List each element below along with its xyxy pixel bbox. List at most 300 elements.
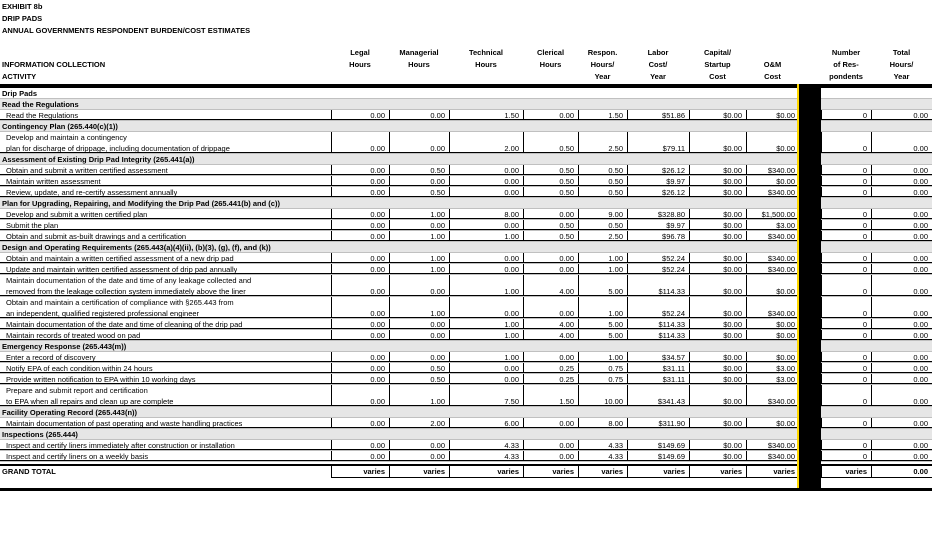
table-row <box>0 297 932 319</box>
table-row <box>0 418 932 429</box>
row-label: Design and Operating Requirements (265.443(a)(4)(ii), (b)(3), (g), (f), and (k)) <box>2 243 271 252</box>
om-cell: $0.00 <box>746 330 799 340</box>
labor-cell: $114.33 <box>627 275 689 296</box>
legal-cell: 0.00 <box>331 297 389 318</box>
row-label: Drip Pads <box>2 89 38 98</box>
table-row <box>0 451 932 462</box>
number-cell: 0 <box>821 451 871 461</box>
row-label: Obtain and submit a written certified assessment <box>6 166 168 175</box>
technical-cell: 0.00 <box>449 363 523 373</box>
exhibit-number: EXHIBIT 8b <box>2 2 43 11</box>
managerial-cell: 1.00 <box>389 231 449 241</box>
clerical-cell: 0.00 <box>523 253 578 263</box>
labor-cost-header: Labor Cost/ Year <box>647 48 669 81</box>
row-label: Develop and submit a written certified plan <box>6 210 148 219</box>
om-cost-header: O&M Cost <box>763 60 782 81</box>
managerial-cell: 0.00 <box>389 330 449 340</box>
respon-cell: 0.75 <box>578 363 627 373</box>
number-cell: 0 <box>821 352 871 362</box>
technical-cell: 8.00 <box>449 209 523 219</box>
number-respondents-header: Number of Res- pondents <box>829 48 863 81</box>
column-headers <box>0 47 932 83</box>
labor-cell: $9.97 <box>627 176 689 186</box>
managerial-cell: 0.00 <box>389 176 449 186</box>
om-cell: $0.00 <box>746 110 799 120</box>
capital-cell: $0.00 <box>689 231 746 241</box>
capital-cell: $0.00 <box>689 418 746 428</box>
labor-cell: $34.57 <box>627 352 689 362</box>
technical-cell: 4.33 <box>449 440 523 450</box>
row-label: Maintain documentation of the date and time of any leakage collected and removed from the leakage collection system immediately above the liner <box>6 276 252 296</box>
row-label: Maintain documentation of past operating and waste handling practices <box>6 419 243 428</box>
capital-cell: $0.00 <box>689 330 746 340</box>
clerical-cell: 0.00 <box>523 110 578 120</box>
managerial-cell: 1.00 <box>389 253 449 263</box>
row-label: Emergency Response (265.443(m)) <box>2 342 127 351</box>
clerical-cell: 0.25 <box>523 363 578 373</box>
respon-cell: 0.50 <box>578 187 627 197</box>
labor-cell: $31.11 <box>627 363 689 373</box>
om-cell: $0.00 <box>746 275 799 296</box>
exhibit-subject: DRIP PADS <box>2 14 43 23</box>
number-cell: 0 <box>821 319 871 329</box>
managerial-cell: 0.50 <box>389 187 449 197</box>
row-label: Plan for Upgrading, Repairing, and Modifying the Drip Pad (265.441(b) and (c)) <box>2 199 280 208</box>
row-label: Notify EPA of each condition within 24 hours <box>6 364 153 373</box>
technical-cell: 6.00 <box>449 418 523 428</box>
clerical-cell: 0.25 <box>523 374 578 384</box>
total-cell: 0.00 <box>871 231 932 241</box>
clerical-cell: 0.50 <box>523 165 578 175</box>
legal-cell: 0.00 <box>331 176 389 186</box>
table-row <box>0 330 932 341</box>
row-label: Update and maintain written certified assessment of drip pad annually <box>6 265 238 274</box>
row-label: Inspections (265.444) <box>2 430 78 439</box>
legal-cell: 0.00 <box>331 363 389 373</box>
capital-cost-header: Capital/ Startup Cost <box>703 48 732 81</box>
respon-cell: 5.00 <box>578 275 627 296</box>
activity-header <box>2 59 105 83</box>
number-cell: 0 <box>821 209 871 219</box>
managerial-cell: 0.50 <box>389 165 449 175</box>
exhibit-title: ANNUAL GOVERNMENTS RESPONDENT BURDEN/COST ESTIMATES <box>2 26 251 35</box>
managerial-cell: 2.00 <box>389 418 449 428</box>
number-cell: 0 <box>821 330 871 340</box>
respon-cell: 1.00 <box>578 264 627 274</box>
respon-cell: 2.50 <box>578 231 627 241</box>
legal-cell: 0.00 <box>331 418 389 428</box>
respon-cell: 4.33 <box>578 440 627 450</box>
respon-cell: 4.33 <box>578 451 627 461</box>
om-cell: $340.00 <box>746 264 799 274</box>
number-cell: 0 <box>821 297 871 318</box>
respon-cell: 8.00 <box>578 418 627 428</box>
labor-cell: $9.97 <box>627 220 689 230</box>
row-label: Develop and maintain a contingency plan for discharge of drippage, including documentation of drippage <box>6 133 230 153</box>
managerial-cell: 0.00 <box>389 110 449 120</box>
labor-cell: $149.69 <box>627 440 689 450</box>
om-cell: $340.00 <box>746 385 799 406</box>
technical-cell: 1.00 <box>449 275 523 296</box>
row-label: Contingency Plan (265.440(c)(1)) <box>2 122 118 131</box>
exhibit-header <box>2 1 250 37</box>
total-cell: 0.00 <box>871 297 932 318</box>
clerical-cell: 0.50 <box>523 187 578 197</box>
technical-hours-header: Technical Hours <box>468 48 504 69</box>
table-row <box>0 319 932 330</box>
om-cell: $3.00 <box>746 220 799 230</box>
respon-hours-header: Respon. Hours/ Year <box>587 48 618 81</box>
total-cell: 0.00 <box>871 165 932 175</box>
capital-cell: $0.00 <box>689 319 746 329</box>
legal-cell: 0.00 <box>331 451 389 461</box>
clerical-cell: 0.00 <box>523 209 578 219</box>
respon-cell: 2.50 <box>578 132 627 153</box>
grand-total-label: GRAND TOTAL <box>2 467 56 476</box>
number-cell: 0 <box>821 418 871 428</box>
respon-cell: 0.50 <box>578 220 627 230</box>
om-cell: $0.00 <box>746 418 799 428</box>
respon-cell: 5.00 <box>578 319 627 329</box>
clerical-cell: 4.00 <box>523 319 578 329</box>
legal-cell: 0.00 <box>331 275 389 296</box>
capital-cell: $0.00 <box>689 374 746 384</box>
clerical-cell: 0.50 <box>523 231 578 241</box>
row-label: Maintain records of treated wood on pad <box>6 331 141 340</box>
row-label: Inspect and certify liners immediately after construction or installation <box>6 441 235 450</box>
total-cell: 0.00 <box>871 451 932 461</box>
legal-cell: 0.00 <box>331 440 389 450</box>
technical-cell: 0.00 <box>449 264 523 274</box>
om-cell: $1,500.00 <box>746 209 799 219</box>
row-label: Inspect and certify liners on a weekly basis <box>6 452 149 461</box>
separator-column <box>799 84 821 490</box>
clerical-cell: 1.50 <box>523 385 578 406</box>
technical-cell: 0.00 <box>449 253 523 263</box>
legal-cell: 0.00 <box>331 330 389 340</box>
section-header-row <box>0 198 932 209</box>
respon-cell: 10.00 <box>578 385 627 406</box>
table-row <box>0 253 932 264</box>
capital-cell: $0.00 <box>689 165 746 175</box>
number-cell: 0 <box>821 253 871 263</box>
row-label: Maintain written assessment <box>6 177 101 186</box>
labor-cell: $52.24 <box>627 297 689 318</box>
capital-cell: $0.00 <box>689 176 746 186</box>
section-header-row <box>0 407 932 418</box>
om-total-cell: varies <box>746 466 799 478</box>
total-cell: 0.00 <box>871 187 932 197</box>
total-cell: 0.00 <box>871 209 932 219</box>
row-label: Assessment of Existing Drip Pad Integrity (265.441(a)) <box>2 155 195 164</box>
clerical-cell: 4.00 <box>523 275 578 296</box>
legal-cell: 0.00 <box>331 352 389 362</box>
technical-cell: 0.00 <box>449 220 523 230</box>
table-row <box>0 374 932 385</box>
technical-cell: 0.00 <box>449 297 523 318</box>
om-cell: $0.00 <box>746 176 799 186</box>
table-row <box>0 440 932 451</box>
table-row <box>0 132 932 154</box>
managerial-total-cell: varies <box>389 466 449 478</box>
number-cell: 0 <box>821 275 871 296</box>
capital-cell: $0.00 <box>689 253 746 263</box>
table-row <box>0 363 932 374</box>
total-cell: 0.00 <box>871 363 932 373</box>
capital-cell: $0.00 <box>689 187 746 197</box>
table-row <box>0 176 932 187</box>
capital-cell: $0.00 <box>689 297 746 318</box>
activity-header-line1: INFORMATION COLLECTION <box>2 60 106 69</box>
om-cell: $0.00 <box>746 352 799 362</box>
respon-cell: 1.00 <box>578 253 627 263</box>
labor-cell: $114.33 <box>627 319 689 329</box>
clerical-cell: 0.50 <box>523 176 578 186</box>
row-label: Prepare and submit report and certification to EPA when all repairs and clean up are complete <box>6 386 174 406</box>
capital-cell: $0.00 <box>689 385 746 406</box>
burden-table <box>0 84 932 478</box>
number-total-cell: varies <box>821 466 871 478</box>
managerial-cell: 1.00 <box>389 297 449 318</box>
capital-total-cell: varies <box>689 466 746 478</box>
technical-cell: 1.50 <box>449 110 523 120</box>
table-row <box>0 165 932 176</box>
number-cell: 0 <box>821 110 871 120</box>
number-cell: 0 <box>821 231 871 241</box>
managerial-cell: 0.00 <box>389 275 449 296</box>
labor-cell: $114.33 <box>627 330 689 340</box>
respon-cell: 0.50 <box>578 165 627 175</box>
table-row <box>0 264 932 275</box>
technical-cell: 4.33 <box>449 451 523 461</box>
total-cell: 0.00 <box>871 110 932 120</box>
table-row <box>0 209 932 220</box>
legal-total-cell: varies <box>331 466 389 478</box>
total-cell: 0.00 <box>871 385 932 406</box>
table-row <box>0 110 932 121</box>
technical-cell: 1.00 <box>449 231 523 241</box>
technical-total-cell: varies <box>449 466 523 478</box>
respon-cell: 9.00 <box>578 209 627 219</box>
capital-cell: $0.00 <box>689 352 746 362</box>
capital-cell: $0.00 <box>689 451 746 461</box>
managerial-cell: 0.00 <box>389 440 449 450</box>
total-cell: 0.00 <box>871 253 932 263</box>
technical-cell: 0.00 <box>449 165 523 175</box>
clerical-cell: 0.50 <box>523 132 578 153</box>
om-cell: $3.00 <box>746 374 799 384</box>
capital-cell: $0.00 <box>689 275 746 296</box>
legal-cell: 0.00 <box>331 187 389 197</box>
capital-cell: $0.00 <box>689 264 746 274</box>
legal-cell: 0.00 <box>331 319 389 329</box>
labor-cell: $341.43 <box>627 385 689 406</box>
om-cell: $340.00 <box>746 440 799 450</box>
number-cell: 0 <box>821 385 871 406</box>
table-row <box>0 231 932 242</box>
legal-cell: 0.00 <box>331 231 389 241</box>
respon-cell: 0.75 <box>578 374 627 384</box>
row-label: Maintain documentation of the date and time of cleaning of the drip pad <box>6 320 243 329</box>
labor-cell: $52.24 <box>627 264 689 274</box>
table-row <box>0 385 932 407</box>
clerical-total-cell: varies <box>523 466 578 478</box>
managerial-cell: 1.00 <box>389 264 449 274</box>
total-cell: 0.00 <box>871 176 932 186</box>
highlight-line <box>797 84 799 490</box>
clerical-cell: 0.00 <box>523 352 578 362</box>
section-header-row <box>0 242 932 253</box>
managerial-cell: 1.00 <box>389 385 449 406</box>
clerical-cell: 0.50 <box>523 220 578 230</box>
number-cell: 0 <box>821 440 871 450</box>
capital-cell: $0.00 <box>689 110 746 120</box>
legal-cell: 0.00 <box>331 220 389 230</box>
clerical-cell: 0.00 <box>523 418 578 428</box>
number-cell: 0 <box>821 363 871 373</box>
labor-cell: $26.12 <box>627 187 689 197</box>
managerial-cell: 0.00 <box>389 319 449 329</box>
total-cell: 0.00 <box>871 132 932 153</box>
total-cell: 0.00 <box>871 352 932 362</box>
technical-cell: 7.50 <box>449 385 523 406</box>
total-cell: 0.00 <box>871 220 932 230</box>
labor-cell: $51.86 <box>627 110 689 120</box>
respon-cell: 5.00 <box>578 330 627 340</box>
respon-total-cell: varies <box>578 466 627 478</box>
capital-cell: $0.00 <box>689 440 746 450</box>
table-row <box>0 220 932 231</box>
table-row <box>0 187 932 198</box>
technical-cell: 1.00 <box>449 330 523 340</box>
number-cell: 0 <box>821 220 871 230</box>
activity-header-line2: ACTIVITY <box>2 72 37 81</box>
om-cell: $0.00 <box>746 132 799 153</box>
row-label: Read the Regulations <box>6 111 79 120</box>
technical-cell: 0.00 <box>449 374 523 384</box>
total-cell: 0.00 <box>871 264 932 274</box>
number-cell: 0 <box>821 132 871 153</box>
respon-cell: 1.00 <box>578 352 627 362</box>
row-label: Read the Regulations <box>2 100 79 109</box>
number-cell: 0 <box>821 374 871 384</box>
table-row <box>0 275 932 297</box>
labor-cell: $26.12 <box>627 165 689 175</box>
row-label: Submit the plan <box>6 221 59 230</box>
om-cell: $340.00 <box>746 231 799 241</box>
om-cell: $340.00 <box>746 187 799 197</box>
labor-cell: $311.90 <box>627 418 689 428</box>
capital-cell: $0.00 <box>689 209 746 219</box>
technical-cell: 1.00 <box>449 352 523 362</box>
legal-cell: 0.00 <box>331 110 389 120</box>
labor-total-cell: varies <box>627 466 689 478</box>
legal-hours-header: Legal Hours <box>349 48 371 69</box>
clerical-cell: 0.00 <box>523 297 578 318</box>
clerical-cell: 0.00 <box>523 440 578 450</box>
capital-cell: $0.00 <box>689 132 746 153</box>
labor-cell: $96.78 <box>627 231 689 241</box>
om-cell: $340.00 <box>746 297 799 318</box>
managerial-cell: 0.00 <box>389 352 449 362</box>
row-label: Obtain and submit as-built drawings and a certification <box>6 232 187 241</box>
number-cell: 0 <box>821 176 871 186</box>
managerial-cell: 0.50 <box>389 363 449 373</box>
clerical-hours-header: Clerical Hours <box>536 48 565 69</box>
row-label: Obtain and maintain a written certified assessment of a new drip pad <box>6 254 234 263</box>
row-label: Provide written notification to EPA within 10 working days <box>6 375 196 384</box>
total-cell: 0.00 <box>871 319 932 329</box>
table-row <box>0 352 932 363</box>
bottom-rule <box>0 488 932 491</box>
capital-cell: $0.00 <box>689 363 746 373</box>
row-label: Facility Operating Record (265.443(n)) <box>2 408 138 417</box>
row-label: Review, update, and re-certify assessment annually <box>6 188 178 197</box>
row-label: Obtain and maintain a certification of compliance with §265.443 from an independent, qualified registered professional engineer <box>6 298 234 318</box>
labor-cell: $79.11 <box>627 132 689 153</box>
om-cell: $340.00 <box>746 253 799 263</box>
technical-cell: 0.00 <box>449 187 523 197</box>
labor-cell: $52.24 <box>627 253 689 263</box>
respon-cell: 1.50 <box>578 110 627 120</box>
om-cell: $3.00 <box>746 363 799 373</box>
clerical-cell: 0.00 <box>523 264 578 274</box>
om-cell: $0.00 <box>746 319 799 329</box>
labor-cell: $31.11 <box>627 374 689 384</box>
technical-cell: 0.00 <box>449 176 523 186</box>
legal-cell: 0.00 <box>331 374 389 384</box>
respon-cell: 1.00 <box>578 297 627 318</box>
managerial-cell: 0.00 <box>389 132 449 153</box>
om-cell: $340.00 <box>746 165 799 175</box>
grand-total-row <box>0 466 932 478</box>
number-cell: 0 <box>821 187 871 197</box>
managerial-cell: 0.00 <box>389 451 449 461</box>
managerial-cell: 0.50 <box>389 374 449 384</box>
total-total-cell: 0.00 <box>871 466 932 478</box>
clerical-cell: 0.00 <box>523 451 578 461</box>
group-title-row <box>0 88 932 99</box>
total-cell: 0.00 <box>871 275 932 296</box>
labor-cell: $149.69 <box>627 451 689 461</box>
section-header-row <box>0 99 932 110</box>
legal-cell: 0.00 <box>331 132 389 153</box>
total-cell: 0.00 <box>871 418 932 428</box>
respon-cell: 0.50 <box>578 176 627 186</box>
managerial-cell: 0.00 <box>389 220 449 230</box>
row-label: Enter a record of discovery <box>6 353 96 362</box>
labor-cell: $328.80 <box>627 209 689 219</box>
technical-cell: 1.00 <box>449 319 523 329</box>
total-cell: 0.00 <box>871 440 932 450</box>
section-header-row <box>0 341 932 352</box>
section-header-row <box>0 429 932 440</box>
total-hours-header: Total Hours/ Year <box>889 48 914 81</box>
managerial-cell: 1.00 <box>389 209 449 219</box>
number-cell: 0 <box>821 165 871 175</box>
om-cell: $340.00 <box>746 451 799 461</box>
number-cell: 0 <box>821 264 871 274</box>
technical-cell: 2.00 <box>449 132 523 153</box>
legal-cell: 0.00 <box>331 165 389 175</box>
legal-cell: 0.00 <box>331 253 389 263</box>
section-header-row <box>0 154 932 165</box>
total-cell: 0.00 <box>871 374 932 384</box>
section-header-row <box>0 121 932 132</box>
legal-cell: 0.00 <box>331 385 389 406</box>
legal-cell: 0.00 <box>331 264 389 274</box>
managerial-hours-header: Managerial Hours <box>399 48 439 69</box>
